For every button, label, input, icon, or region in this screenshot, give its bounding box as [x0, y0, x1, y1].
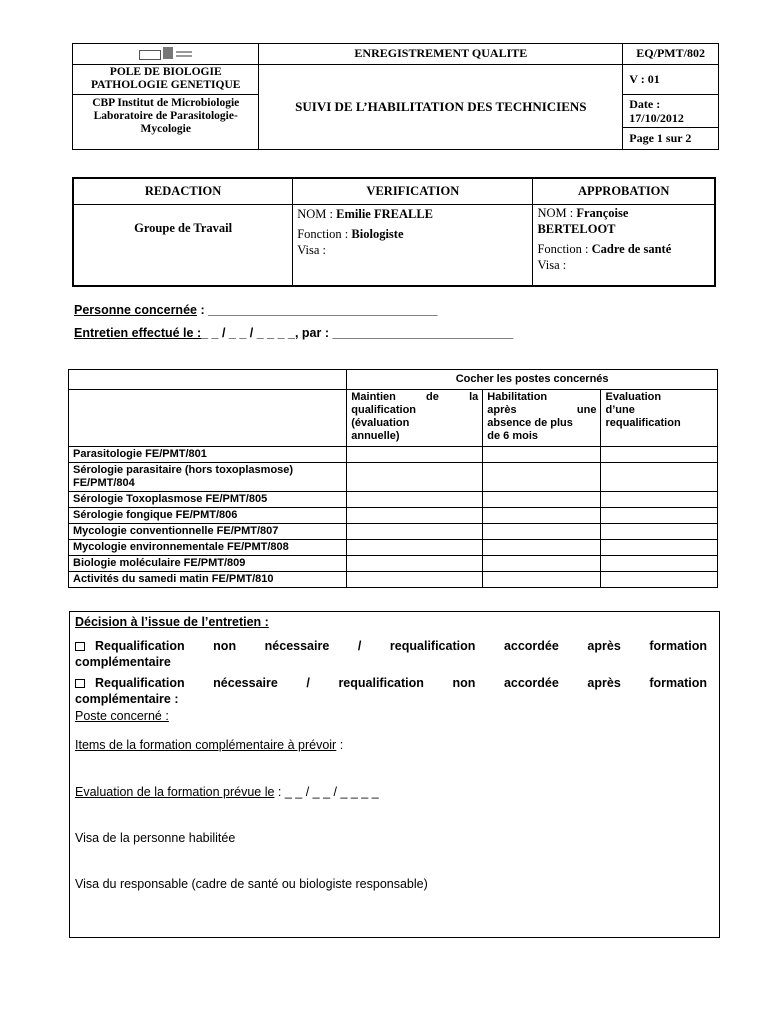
checkbox-cell[interactable] — [347, 540, 483, 556]
checkbox-cell[interactable] — [601, 492, 718, 508]
poste-label: Activités du samedi matin FE/PMT/810 — [69, 572, 347, 588]
verification-cell — [293, 204, 533, 286]
verification-header: VERIFICATION — [293, 178, 533, 204]
document-type-title: ENREGISTREMENT QUALITE — [259, 44, 623, 65]
checkbox-cell[interactable] — [601, 524, 718, 540]
personne-label: Personne concernée — [74, 303, 197, 317]
logo-cell — [73, 44, 259, 65]
redaction-value: Groupe de Travail — [73, 204, 293, 286]
table-row — [69, 540, 718, 556]
appro-fonction: Fonction : Cadre de santé — [537, 241, 672, 256]
checkbox-cell[interactable] — [347, 492, 483, 508]
document-header — [72, 43, 719, 150]
checkbox-cell[interactable] — [347, 447, 483, 463]
personne-concernee-line — [74, 303, 438, 317]
checkbox-cell[interactable] — [601, 447, 718, 463]
approbation-header: APPROBATION — [533, 178, 715, 204]
checkbox-cell[interactable] — [347, 508, 483, 524]
checkbox-cell[interactable] — [483, 463, 601, 492]
table-row — [69, 492, 718, 508]
checkbox-cell[interactable] — [483, 556, 601, 572]
postes-header: Cocher les postes concernés — [347, 370, 718, 390]
entretien-label: Entretien effectué le : — [74, 326, 202, 340]
verif-fonction: Fonction : Biologiste — [297, 226, 404, 241]
verif-nom: NOM : Emilie FREALLE — [297, 206, 434, 221]
postes-table — [68, 369, 718, 588]
appro-nom: NOM : Françoise — [537, 205, 629, 220]
poste-label: Mycologie conventionnelle FE/PMT/807 — [69, 524, 347, 540]
checkbox-cell[interactable] — [601, 463, 718, 492]
checkbox-cell[interactable] — [601, 572, 718, 588]
entretien-line — [74, 326, 513, 340]
checkbox-cell[interactable] — [483, 447, 601, 463]
personne-field[interactable]: : _________________________________ — [196, 303, 438, 317]
page-number: Page 1 sur 2 — [623, 128, 719, 150]
poste-label: Biologie moléculaire FE/PMT/809 — [69, 556, 347, 572]
table-row — [69, 463, 718, 492]
poste-label: Parasitologie FE/PMT/801 — [69, 447, 347, 463]
poste-concerne-label: Poste concerné : — [75, 709, 169, 723]
checkbox-icon[interactable] — [75, 679, 85, 688]
checkbox-cell[interactable] — [483, 524, 601, 540]
appro-visa: Visa : — [537, 257, 567, 272]
poste-label: Sérologie fongique FE/PMT/806 — [69, 508, 347, 524]
document-reference: EQ/PMT/802 — [623, 44, 719, 65]
table-row — [69, 447, 718, 463]
version: V : 01 — [623, 65, 719, 95]
document-subject: SUIVI DE L’HABILITATION DES TECHNICIENS — [259, 65, 623, 150]
checkbox-cell[interactable] — [483, 540, 601, 556]
option-requalification-non-accordee[interactable]: Requalification nécessaire / requalification non accordée après formation complémentaire : — [75, 676, 707, 706]
checkbox-cell[interactable] — [483, 572, 601, 588]
option-requalification-accordee[interactable]: Requalification non nécessaire / requalification accordée après formation complémentaire — [75, 639, 707, 669]
evaluation-date-field[interactable]: : _ _ / _ _ / _ _ _ _ — [274, 785, 379, 799]
col-maintien: Maintien de la qualification (évaluation annuelle) — [347, 390, 483, 447]
poste-label: Sérologie parasitaire (hors toxoplasmose) FE/PMT/804 — [69, 463, 347, 492]
table-row — [69, 556, 718, 572]
poste-label: Sérologie Toxoplasmose FE/PMT/805 — [69, 492, 347, 508]
signatures-table — [72, 177, 716, 287]
document-date: Date : 17/10/2012 — [623, 95, 719, 128]
checkbox-icon[interactable] — [75, 642, 85, 651]
lab-name: CBP Institut de Microbiologie Laboratoire de Parasitologie- Mycologie — [73, 95, 259, 150]
checkbox-cell[interactable] — [347, 556, 483, 572]
checkbox-cell[interactable] — [601, 508, 718, 524]
checkbox-cell[interactable] — [483, 492, 601, 508]
checkbox-cell[interactable] — [601, 556, 718, 572]
poste-label: Mycologie environnementale FE/PMT/808 — [69, 540, 347, 556]
table-row — [69, 524, 718, 540]
pole-name: POLE DE BIOLOGIE PATHOLOGIE GENETIQUE — [73, 65, 259, 95]
items-formation-line: Items de la formation complémentaire à prévoir : — [75, 738, 344, 752]
table-row — [69, 508, 718, 524]
checkbox-cell[interactable] — [347, 524, 483, 540]
approbation-cell: NOM : Françoise BERTELOOT Fonction : Cadre de santé Visa : — [533, 204, 715, 286]
checkbox-cell[interactable] — [601, 540, 718, 556]
visa-personne-label: Visa de la personne habilitée — [75, 831, 236, 845]
institution-logo — [139, 47, 193, 61]
entretien-field[interactable]: _ _ / _ _ / _ _ _ _, par : __________________________ — [201, 326, 514, 340]
checkbox-cell[interactable] — [347, 572, 483, 588]
verif-visa: Visa : — [297, 242, 326, 257]
redaction-header: REDACTION — [73, 178, 293, 204]
evaluation-date-line: Evaluation de la formation prévue le : _ _ / _ _ / _ _ _ _ — [75, 785, 379, 799]
checkbox-cell[interactable] — [483, 508, 601, 524]
visa-responsable-label: Visa du responsable (cadre de santé ou biologiste responsable) — [75, 877, 428, 891]
col-evaluation: Evaluation d’une requalification — [601, 390, 718, 447]
col-habilitation: Habilitation après une absence de plus de 6 mois — [483, 390, 601, 447]
decision-title: Décision à l’issue de l’entretien : — [75, 615, 269, 629]
table-row — [69, 572, 718, 588]
checkbox-cell[interactable] — [347, 463, 483, 492]
decision-section — [69, 611, 720, 938]
